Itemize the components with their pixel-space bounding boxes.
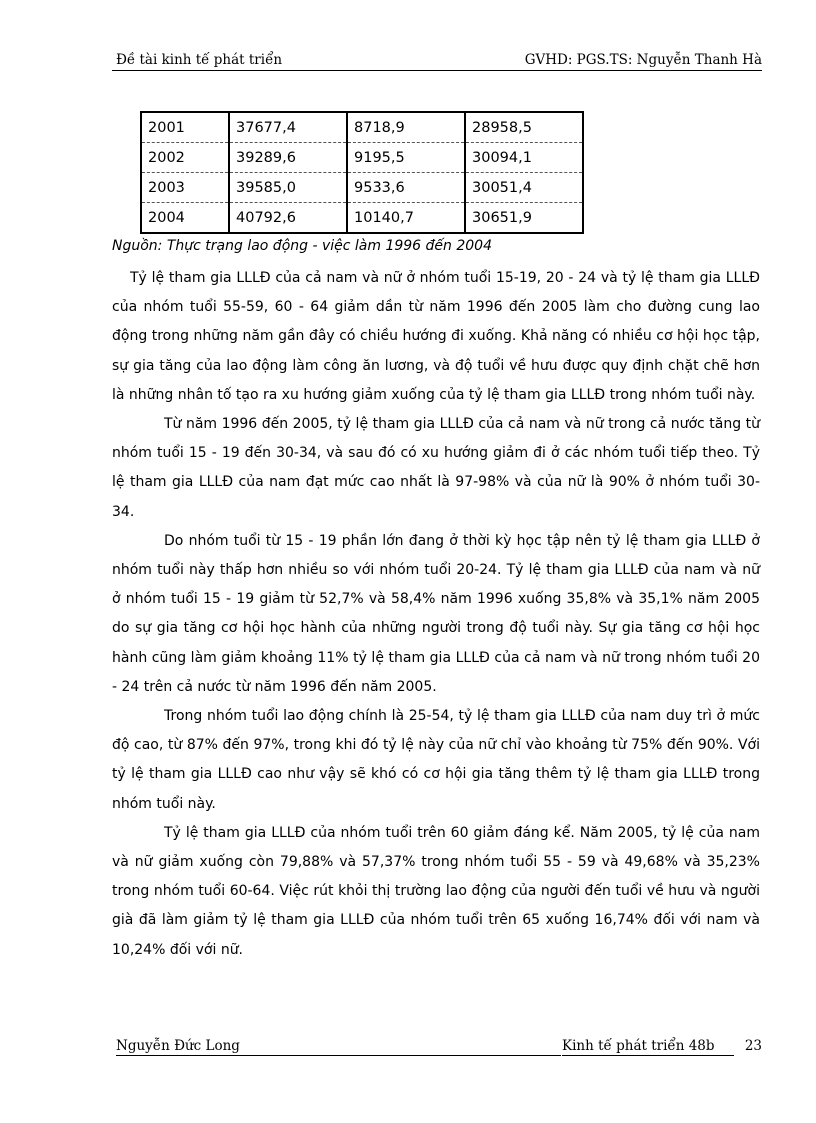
table-row: [141, 203, 583, 234]
table-cell: 30651,9: [465, 203, 583, 234]
body-text: [112, 264, 760, 965]
table-row: [141, 143, 583, 173]
table-cell-year: 2004: [141, 203, 229, 234]
paragraph: Do nhóm tuổi từ 15 - 19 phần lớn đang ở thời kỳ học tập nên tỷ lệ tham gia LLLĐ ở nhóm tuổi này thấp hơn nhiều so với nhóm tuổi 20-24. Tỷ lệ tham gia LLLĐ của nam và nữ ở nhóm tuổi 15 - 19 giảm từ 52,7% và 58,4% năm 1996 xuống 35,8% và 35,1% năm 2005 do sự gia tăng cơ hội học hành của những người trong độ tuổi này. Sự gia tăng cơ hội học hành cũng làm giảm khoảng 11% tỷ lệ tham gia LLLĐ của cả nam và nữ trong nhóm tuổi 20 - 24 trên cả nước từ năm 1996 đến năm 2005.: [112, 532, 760, 695]
table-cell: 10140,7: [347, 203, 465, 234]
table-cell: 28958,5: [465, 112, 583, 143]
header-supervisor: GVHD: PGS.TS: Nguyễn Thanh Hà: [524, 52, 762, 68]
paragraph: Tỷ lệ tham gia LLLĐ của nhóm tuổi trên 60 giảm đáng kể. Năm 2005, tỷ lệ của nam và nữ giảm xuống còn 79,88% và 57,37% trong nhóm tuổi 55 - 59 và 49,68% và 35,23% trong nhóm tuổi 60-64. Việc rút khỏi thị trường lao động của người đến tuổi về hưu và người già đã làm giảm tỷ lệ tham gia LLLĐ của nhóm tuổi trên 65 xuống 16,74% đối với nam và 10,24% đối với nữ.: [112, 824, 760, 958]
table-cell-year: 2002: [141, 143, 229, 173]
table-cell: 39585,0: [229, 173, 347, 203]
table-cell-year: 2003: [141, 173, 229, 203]
paragraph: Trong nhóm tuổi lao động chính là 25-54, tỷ lệ tham gia LLLĐ của nam duy trì ở mức độ cao, từ 87% đến 97%, trong khi đó tỷ lệ này của nữ chỉ vào khoảng từ 75% đến 90%. Với tỷ lệ tham gia LLLĐ cao như vậy sẽ khó có cơ hội gia tăng thêm tỷ lệ tham gia LLLĐ trong nhóm tuổi này.: [112, 708, 760, 812]
table-cell: 9533,6: [347, 173, 465, 203]
footer-author: Nguyễn Đức Long: [116, 1038, 561, 1056]
table-row: [141, 173, 583, 203]
page-number: 23: [744, 1038, 762, 1054]
table-cell: 40792,6: [229, 203, 347, 234]
table-source-caption: Nguồn: Thực trạng lao động - việc làm 1996 đến 2004: [112, 238, 492, 254]
header-topic: Đề tài kinh tế phát triển: [116, 52, 283, 68]
table-cell: 8718,9: [347, 112, 465, 143]
table-cell: 30051,4: [465, 173, 583, 203]
footer-course: Kinh tế phát triển 48b: [562, 1038, 734, 1056]
table-cell: 39289,6: [229, 143, 347, 173]
paragraph: Tỷ lệ tham gia LLLĐ của cả nam và nữ ở nhóm tuổi 15-19, 20 - 24 và tỷ lệ tham gia LLLĐ của nhóm tuổi 55-59, 60 - 64 giảm dần từ năm 1996 đến 2005 làm cho đường cung lao động trong những năm gần đây có chiều hướng đi xuống. Khả năng có nhiều cơ hội học tập, sự gia tăng của lao động làm công ăn lương, và độ tuổi về hưu được quy định chặt chẽ hơn là những nhân tố tạo ra xu hướng giảm xuống của tỷ lệ tham gia LLLĐ trong nhóm tuổi này.: [112, 270, 760, 403]
data-table: [140, 111, 584, 234]
table-row: [141, 112, 583, 143]
page-footer: [112, 1038, 762, 1058]
paragraph: Từ năm 1996 đến 2005, tỷ lệ tham gia LLLĐ của cả nam và nữ trong cả nước tăng từ nhóm tuổi 15 - 19 đến 30-34, và sau đó có xu hướng giảm đi ở các nhóm tuổi tiếp theo. Tỷ lệ tham gia LLLĐ của nam đạt mức cao nhất là 97-98% và của nữ là 90% ở nhóm tuổi 30-34.: [112, 416, 760, 520]
table-cell: 30094,1: [465, 143, 583, 173]
table-cell: 9195,5: [347, 143, 465, 173]
page-header: [112, 50, 762, 71]
table-cell-year: 2001: [141, 112, 229, 143]
table-cell: 37677,4: [229, 112, 347, 143]
